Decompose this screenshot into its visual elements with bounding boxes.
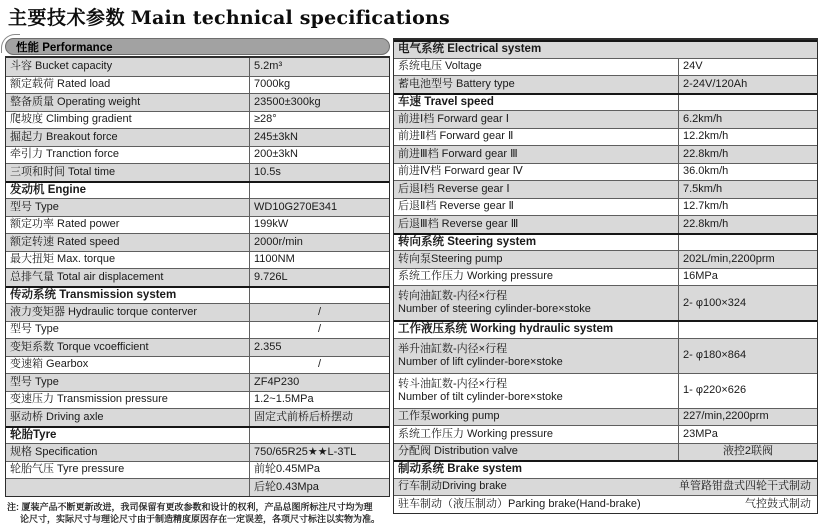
spec-label: 规格 Specification [6,444,250,461]
section-empty-cell [250,183,389,199]
spec-value: 7000kg [254,78,291,91]
spec-label: 斗容 Bucket capacity [6,58,250,76]
spec-label: 额定转速 Rated speed [6,234,250,251]
spec-value: 2- φ180×864 [683,349,747,362]
section-empty-cell [679,235,817,251]
page-title-en: Main technical specifications [130,7,450,29]
spec-row [6,111,389,129]
spec-row [6,303,389,321]
spec-label: 后退Ⅱ档 Reverse gear Ⅱ [394,199,679,216]
spec-value: 227/min,2200prm [683,410,769,423]
spec-value: / [317,305,322,318]
footnote [5,501,390,525]
spec-row [6,93,389,111]
spec-label: 三项和时间 Total time [6,164,250,181]
right-column [393,38,818,514]
spec-label: 掘起力 Breakout force [6,129,250,146]
spec-row [6,216,389,234]
spec-label: 整备质量 Operating weight [6,94,250,111]
spec-label: 工作泵working pump [394,409,679,426]
spec-row [6,76,389,94]
spec-value: 16MPa [683,270,718,283]
spec-label: 系统工作压力 Working pressure [394,426,679,443]
spec-value: 7.5km/h [683,182,723,195]
spec-value: WD10G270E341 [254,200,338,213]
spec-label: 最大扭矩 Max. torque [6,252,250,269]
section-header-row [394,40,817,58]
spec-label: 爬坡度 Climbing gradient [6,112,250,129]
spec-value: 后轮0.43Mpa [254,480,319,493]
spec-value: 22.8km/h [683,217,729,230]
spec-value: ≥28° [254,113,277,126]
footnote-line2: 论尺寸，实际尺寸与理论尺寸由于制造精度原因存在一定误差，各项尺寸标注以实物为准。 [20,513,381,524]
spec-row [394,180,817,198]
section-title: 车速 Travel speed [394,95,679,111]
spec-label: 额定功率 Rated power [6,217,250,234]
section-empty-cell [679,95,817,111]
spec-label: 变矩系数 Torque vcoefficient [6,339,250,356]
section-title: 转向系统 Steering system [394,235,679,251]
section-title: 制动系统 Brake system [398,463,522,476]
spec-row [394,145,817,163]
spec-value: 202L/min,2200prm [683,252,775,265]
spec-value: 1- φ220×626 [683,384,747,397]
spec-value: 6.2km/h [683,112,723,125]
spec-label: 额定载荷 Rated load [6,77,250,94]
spec-row [394,58,817,76]
spec-label: 变速箱 Gearbox [6,357,250,374]
spec-label: 总排气量 Total air displacement [6,269,250,286]
spec-label: 型号 Type [6,199,250,216]
section-title: 工作液压系统 Working hydraulic system [394,322,679,338]
spec-label: 前进Ⅳ档 Forward gear Ⅳ [394,164,679,181]
spec-row [6,478,389,496]
spec-label: 牵引力 Tranction force [6,147,250,164]
footnote-line1: 注: 厦装产品不断更新改进，我司保留有更改参数和设计的权利，产品总图所标注尺寸均为理 [7,501,373,512]
spec-label: 后退Ⅲ档 Reverse gear Ⅲ [394,216,679,233]
spec-row [6,251,389,269]
spec-value: 单管路钳盘式四轮干式制动 [679,480,811,493]
spec-row [6,391,389,409]
section-empty-cell [679,322,817,338]
spec-value: 2000r/min [254,235,303,248]
spec-row [6,321,389,339]
section-header-row [6,426,389,444]
page-title [0,0,820,30]
spec-value: 前轮0.45MPa [254,463,321,476]
section-title: 电气系统 Electrical system [398,43,542,56]
left-spec-table [5,56,390,497]
section-header-row [6,286,389,304]
spec-row [6,268,389,286]
spec-label: 转向油缸数-内径×行程 Number of steering cylinder-bore×stoke [394,286,679,320]
section-title: 传动系统 Transmission system [6,288,250,304]
spec-row [6,356,389,374]
spec-span-cell [394,496,817,513]
spec-value: 固定式前桥后桥摆动 [254,410,353,423]
spec-label: 转向泵Steering pump [394,251,679,268]
spec-value: / [317,358,322,371]
spec-value: ZF4P230 [254,375,300,388]
spec-value: 22.8km/h [683,147,729,160]
spec-value: 2- φ100×324 [683,296,747,309]
page-title-zh: 主要技术参数 [8,8,126,29]
spec-row [394,75,817,93]
spec-content [5,38,818,525]
spec-value: 液控2联阀 [722,445,774,458]
spec-value: 1.2~1.5MPa [254,393,314,406]
spec-row [394,408,817,426]
spec-label: 前进Ⅲ档 Forward gear Ⅲ [394,146,679,163]
spec-row [6,163,389,181]
spec-label: 分配阀 Distribution valve [394,444,679,461]
spec-label: 系统工作压力 Working pressure [394,269,679,286]
spec-value: 2-24V/120Ah [683,77,748,90]
spec-label: 转斗油缸数-内径×行程 Number of tilt cylinder-bore×stoke [394,374,679,408]
spec-label: 液力变矩器 Hydraulic torque conterver [6,304,250,321]
spec-label: 型号 Type [6,322,250,339]
spec-label: 行车制动Driving brake [398,480,507,493]
spec-label [6,479,250,496]
spec-row [394,478,817,496]
spec-row [394,250,817,268]
performance-section-pill: 性能 Performance [5,38,390,55]
spec-label: 举升油缸数-内径×行程 Number of lift cylinder-bore×stoke [394,339,679,373]
spec-row [394,285,817,320]
spec-row [394,373,817,408]
section-header-row [394,320,817,338]
section-title: 发动机 Engine [6,183,250,199]
spec-value: 200±3kN [254,148,298,161]
spec-row [6,338,389,356]
spec-value: 2.355 [254,340,282,353]
spec-label: 前进Ⅰ档 Forward gear Ⅰ [394,111,679,128]
section-empty-cell [250,288,389,304]
spec-row [6,146,389,164]
spec-label: 变速压力 Transmission pressure [6,392,250,409]
left-column [5,38,390,525]
spec-row [6,198,389,216]
spec-row [394,163,817,181]
spec-row [394,128,817,146]
spec-row [6,461,389,479]
spec-row [394,338,817,373]
spec-row [6,58,389,76]
spec-row [394,110,817,128]
section-header-row [394,460,817,478]
spec-label: 前进Ⅱ档 Forward gear Ⅱ [394,129,679,146]
spec-value: 12.2km/h [683,130,729,143]
spec-value: 23MPa [683,427,718,440]
right-spec-table [393,38,818,514]
spec-value: 气控鼓式制动 [745,497,811,510]
spec-label: 系统电压 Voltage [394,59,679,76]
spec-row [394,198,817,216]
spec-value: 1100NM [254,253,295,266]
section-header-row [394,233,817,251]
spec-row [6,443,389,461]
spec-row [394,443,817,461]
section-title: 轮胎Tyre [6,428,250,444]
spec-value: 12.7km/h [683,200,729,213]
section-header-row [394,93,817,111]
spec-label: 驻车制动（液压制动）Parking brake(Hand-brake) [398,497,641,510]
spec-row [6,233,389,251]
section-empty-cell [250,428,389,444]
spec-value: 750/65R25★★L-3TL [254,445,357,458]
spec-span-cell [394,479,817,496]
spec-value: 5.2m³ [254,60,283,73]
spec-row [6,128,389,146]
spec-value: / [317,323,322,336]
spec-label: 蓄电池型号 Battery type [394,76,679,93]
spec-value: 10.5s [254,165,281,178]
spec-row [394,495,817,513]
spec-label: 后退Ⅰ档 Reverse gear Ⅰ [394,181,679,198]
spec-row [6,408,389,426]
section-header-row [6,181,389,199]
spec-value: 36.0km/h [683,165,729,178]
spec-row [394,215,817,233]
spec-row [394,425,817,443]
spec-label: 轮胎气压 Tyre pressure [6,462,250,479]
spec-label: 型号 Type [6,374,250,391]
spec-value: 9.726L [254,270,288,283]
spec-label: 驱动桥 Driving axle [6,409,250,426]
spec-value: 245±3kN [254,130,298,143]
spec-value: 23500±300kg [254,95,321,108]
spec-row [394,268,817,286]
spec-row [6,373,389,391]
spec-value: 199kW [254,218,289,231]
spec-value: 24V [683,60,703,73]
